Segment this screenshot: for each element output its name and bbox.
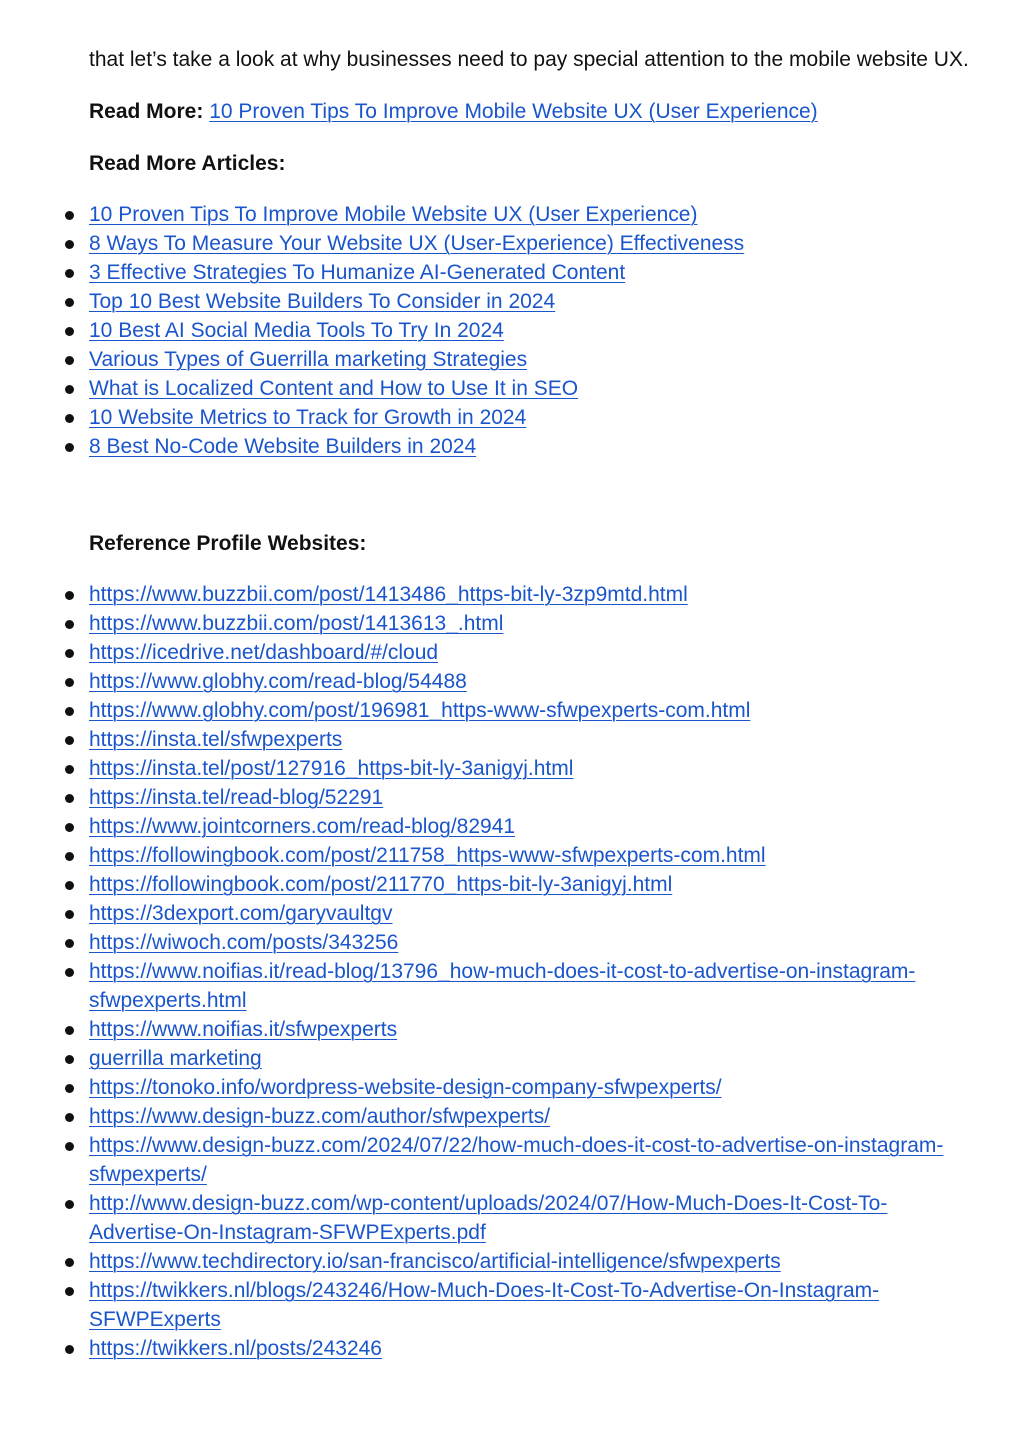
reference-item bbox=[89, 1247, 969, 1276]
article-item bbox=[89, 258, 969, 287]
bullet-icon bbox=[65, 765, 74, 774]
article-item-link[interactable]: 10 Proven Tips To Improve Mobile Website UX (User Experience) bbox=[89, 203, 698, 226]
bullet-icon bbox=[65, 356, 74, 365]
articles-heading: Read More Articles: bbox=[89, 152, 286, 175]
bullet-icon bbox=[65, 910, 74, 919]
reference-item bbox=[89, 725, 969, 754]
reference-item-link[interactable]: https://insta.tel/sfwpexperts bbox=[89, 728, 343, 751]
reference-item bbox=[89, 638, 969, 667]
bullet-icon bbox=[65, 385, 74, 394]
reference-item bbox=[89, 754, 969, 783]
bullet-icon bbox=[65, 240, 74, 249]
bullet-icon bbox=[65, 1113, 74, 1122]
bullet-icon bbox=[65, 1200, 74, 1209]
read-more-link[interactable]: 10 Proven Tips To Improve Mobile Website UX (User Experience) bbox=[209, 100, 818, 123]
reference-item bbox=[89, 609, 969, 638]
reference-item bbox=[89, 580, 969, 609]
reference-item-link[interactable]: https://wiwoch.com/posts/343256 bbox=[89, 931, 399, 954]
reference-item bbox=[89, 667, 969, 696]
article-item bbox=[89, 345, 969, 374]
reference-item bbox=[89, 841, 969, 870]
reference-item bbox=[89, 1131, 969, 1189]
article-item bbox=[89, 229, 969, 258]
bullet-icon bbox=[65, 939, 74, 948]
reference-item bbox=[89, 870, 969, 899]
reference-item-link[interactable]: https://www.buzzbii.com/post/1413613_.html bbox=[89, 612, 504, 635]
reference-item-link[interactable]: https://www.design-buzz.com/2024/07/22/how-much-does-it-cost-to-advertise-on-instagram-sfwpexperts/ bbox=[89, 1134, 944, 1186]
reference-item-link[interactable]: https://www.design-buzz.com/author/sfwpexperts/ bbox=[89, 1105, 551, 1128]
reference-item-link[interactable]: https://www.buzzbii.com/post/1413486_https-bit-ly-3zp9mtd.html bbox=[89, 583, 688, 606]
reference-item-link[interactable]: https://twikkers.nl/posts/243246 bbox=[89, 1337, 382, 1360]
bullet-icon bbox=[65, 1055, 74, 1064]
section-spacer bbox=[89, 461, 969, 507]
bullet-icon bbox=[65, 881, 74, 890]
bullet-icon bbox=[65, 852, 74, 861]
bullet-icon bbox=[65, 678, 74, 687]
bullet-icon bbox=[65, 269, 74, 278]
bullet-icon bbox=[65, 823, 74, 832]
reference-item bbox=[89, 1102, 969, 1131]
reference-item bbox=[89, 928, 969, 957]
article-item bbox=[89, 403, 969, 432]
reference-item bbox=[89, 812, 969, 841]
article-item bbox=[89, 287, 969, 316]
references-heading: Reference Profile Websites: bbox=[89, 532, 367, 555]
reference-item bbox=[89, 1015, 969, 1044]
bullet-icon bbox=[65, 794, 74, 803]
reference-item bbox=[89, 1276, 969, 1334]
reference-item-link[interactable]: https://followingbook.com/post/211758_https-www-sfwpexperts-com.html bbox=[89, 844, 766, 867]
reference-item bbox=[89, 696, 969, 725]
reference-item bbox=[89, 1044, 969, 1073]
bullet-icon bbox=[65, 1084, 74, 1093]
read-more-line bbox=[89, 96, 969, 127]
bullet-icon bbox=[65, 1287, 74, 1296]
bullet-icon bbox=[65, 649, 74, 658]
reference-item bbox=[89, 957, 969, 1015]
article-item-link[interactable]: Top 10 Best Website Builders To Consider in 2024 bbox=[89, 290, 556, 313]
bullet-icon bbox=[65, 1258, 74, 1267]
reference-item-link[interactable]: https://www.noifias.it/sfwpexperts bbox=[89, 1018, 398, 1041]
reference-item-link[interactable]: https://insta.tel/post/127916_https-bit-ly-3anigyj.html bbox=[89, 757, 574, 780]
references-list bbox=[89, 580, 969, 1363]
bullet-icon bbox=[65, 1345, 74, 1354]
article-item-link[interactable]: 10 Best AI Social Media Tools To Try In 2024 bbox=[89, 319, 504, 342]
reference-item bbox=[89, 1073, 969, 1102]
bullet-icon bbox=[65, 620, 74, 629]
reference-item-link[interactable]: https://www.techdirectory.io/san-francisco/artificial-intelligence/sfwpexperts bbox=[89, 1250, 781, 1273]
reference-item-link[interactable]: https://twikkers.nl/blogs/243246/How-Much-Does-It-Cost-To-Advertise-On-Instagram-SFWPExperts bbox=[89, 1279, 880, 1331]
reference-item-link[interactable]: http://www.design-buzz.com/wp-content/uploads/2024/07/How-Much-Does-It-Cost-To-Advertise-On-Instagram-SFWPExperts.pdf bbox=[89, 1192, 888, 1244]
reference-item-link[interactable]: https://www.globhy.com/read-blog/54488 bbox=[89, 670, 467, 693]
bullet-icon bbox=[65, 591, 74, 600]
bullet-icon bbox=[65, 1026, 74, 1035]
intro-paragraph: that let’s take a look at why businesses need to pay special attention to the mobile website UX. bbox=[89, 48, 969, 71]
reference-item bbox=[89, 899, 969, 928]
reference-item bbox=[89, 783, 969, 812]
bullet-icon bbox=[65, 707, 74, 716]
article-item bbox=[89, 200, 969, 229]
bullet-icon bbox=[65, 298, 74, 307]
reference-item bbox=[89, 1334, 969, 1363]
article-item bbox=[89, 316, 969, 345]
article-item-link[interactable]: 8 Best No-Code Website Builders in 2024 bbox=[89, 435, 477, 458]
bullet-icon bbox=[65, 443, 74, 452]
bullet-icon bbox=[65, 1142, 74, 1151]
document-page bbox=[89, 44, 969, 1363]
reference-item-link[interactable]: https://followingbook.com/post/211770_https-bit-ly-3anigyj.html bbox=[89, 873, 673, 896]
reference-item-link[interactable]: https://www.jointcorners.com/read-blog/82941 bbox=[89, 815, 516, 838]
read-more-label: Read More: bbox=[89, 100, 204, 123]
bullet-icon bbox=[65, 211, 74, 220]
article-item-link[interactable]: Various Types of Guerrilla marketing Strategies bbox=[89, 348, 528, 371]
bullet-icon bbox=[65, 414, 74, 423]
reference-item-link[interactable]: https://www.globhy.com/post/196981_https-www-sfwpexperts-com.html bbox=[89, 699, 751, 722]
article-item-link[interactable]: 10 Website Metrics to Track for Growth in 2024 bbox=[89, 406, 527, 429]
article-item bbox=[89, 374, 969, 403]
article-item-link[interactable]: What is Localized Content and How to Use It in SEO bbox=[89, 377, 579, 400]
bullet-icon bbox=[65, 968, 74, 977]
article-item bbox=[89, 432, 969, 461]
bullet-icon bbox=[65, 736, 74, 745]
reference-item-link[interactable]: https://icedrive.net/dashboard/#/cloud bbox=[89, 641, 439, 664]
reference-item-link[interactable]: https://tonoko.info/wordpress-website-design-company-sfwpexperts/ bbox=[89, 1076, 722, 1099]
reference-item-link[interactable]: guerrilla marketing bbox=[89, 1047, 262, 1070]
article-item-link[interactable]: 8 Ways To Measure Your Website UX (User-Experience) Effectiveness bbox=[89, 232, 745, 255]
reference-item-link[interactable]: https://www.noifias.it/read-blog/13796_how-much-does-it-cost-to-advertise-on-instagram-sfwpexperts.html bbox=[89, 960, 916, 1012]
article-item-link[interactable]: 3 Effective Strategies To Humanize AI-Generated Content bbox=[89, 261, 626, 284]
bullet-icon bbox=[65, 327, 74, 336]
articles-list bbox=[89, 200, 969, 461]
reference-item bbox=[89, 1189, 969, 1247]
reference-item-link[interactable]: https://3dexport.com/garyvaultgv bbox=[89, 902, 393, 925]
reference-item-link[interactable]: https://insta.tel/read-blog/52291 bbox=[89, 786, 384, 809]
